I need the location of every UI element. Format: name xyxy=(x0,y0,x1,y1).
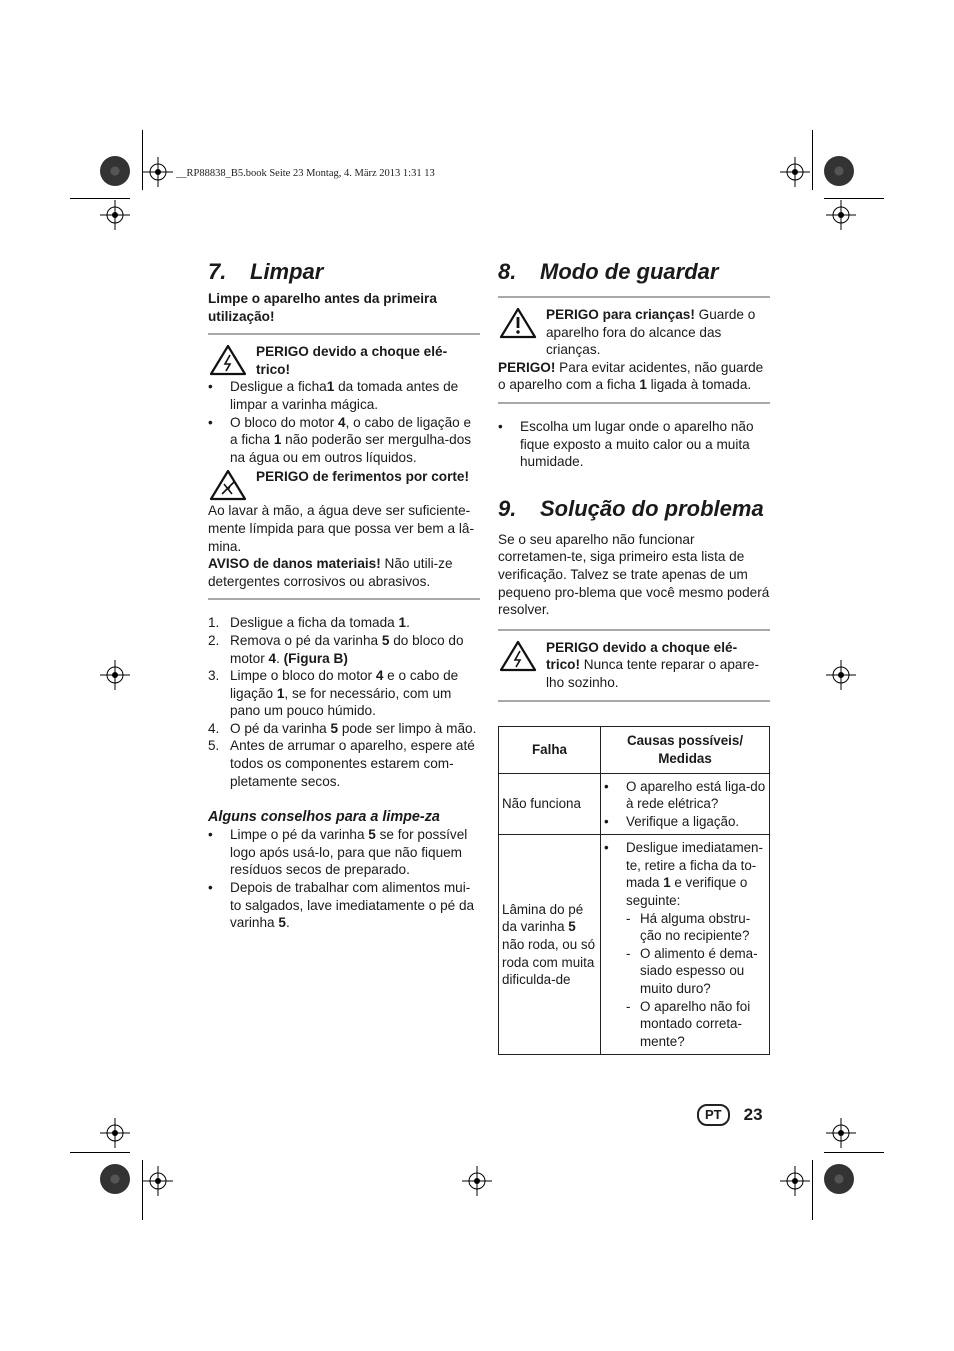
page-number: 23 xyxy=(743,1105,763,1124)
right-column xyxy=(498,258,770,1055)
tips-heading: Alguns conselhos para a limpe-za xyxy=(208,809,440,826)
color-rosette-icon xyxy=(100,1164,130,1194)
crop-mark xyxy=(70,198,130,199)
list-item: 4. O pé da varinha 5 pode ser limpo à mão. xyxy=(208,720,477,736)
list-item: • Limpe o pé da varinha 5 se for possível logo após usá-lo, para que não fiquem resíduos secos de preparado. xyxy=(208,826,480,879)
divider xyxy=(498,700,770,702)
material-damage-notice: AVISO de danos materiais! Não utili-ze detergentes corrosivos ou abrasivos. xyxy=(208,556,453,589)
section-7-intro: Limpe o aparelho antes da primeira utilização! xyxy=(208,291,437,324)
color-rosette-icon xyxy=(824,156,854,186)
list-item: - O alimento é dema-siado espesso ou muito duro? xyxy=(626,945,766,998)
list-item: - Há alguma obstru-ção no recipiente? xyxy=(626,910,766,945)
electric-shock-warning-icon xyxy=(208,343,248,377)
registration-mark-icon xyxy=(100,1118,130,1148)
troubleshooting-table xyxy=(498,726,770,1056)
danger-shock-warning: PERIGO devido a choque elé-trico! xyxy=(208,343,480,378)
danger-cut-warning: PERIGO de ferimentos por corte! xyxy=(208,468,480,502)
language-badge: PT xyxy=(697,1104,730,1126)
list-item: 1. Desligue a ficha da tomada 1. xyxy=(208,615,410,631)
storage-bullets xyxy=(498,418,770,471)
shock-bullets xyxy=(208,378,480,466)
list-item: • O bloco do motor 4, o cabo de ligação e a ficha 1 não poderão ser mergulha-dos na água ou em outros líquidos. xyxy=(208,414,480,467)
list-item: • O aparelho está liga-do à rede elétrica? xyxy=(604,778,766,813)
column-header-causes: Causas possíveis/ Medidas xyxy=(601,726,770,773)
divider xyxy=(498,296,770,298)
print-header: __RP88838_B5.book Seite 23 Montag, 4. März 2013 1:31 13 xyxy=(176,168,435,179)
registration-mark-icon xyxy=(143,1166,173,1196)
table-header-row xyxy=(499,726,770,773)
table-row xyxy=(499,773,770,835)
list-item: • Verifique a ligação. xyxy=(604,813,766,831)
list-item: • Escolha um lugar onde o aparelho não fique exposto a muito calor ou a muita humidade. xyxy=(498,418,770,471)
cut-hazard-warning-icon xyxy=(208,468,248,502)
list-item: - O aparelho não foi montado correta-mente? xyxy=(626,998,766,1051)
registration-mark-icon xyxy=(780,1166,810,1196)
registration-mark-icon xyxy=(143,157,173,187)
fault-cell: Lâmina do pé da varinha 5 não roda, ou só roda com muita dificulda-de xyxy=(499,835,601,1055)
list-item: • Depois de trabalhar com alimentos mui-to salgados, lave imediatamente o pé da varinha 5. xyxy=(208,879,480,932)
registration-mark-icon xyxy=(780,157,810,187)
list-item: 2. Remova o pé da varinha 5 do bloco do motor 4. (Figura B) xyxy=(208,632,464,666)
tips-list xyxy=(208,826,480,932)
color-rosette-icon xyxy=(100,156,130,186)
danger-plug-warning: PERIGO! Para evitar acidentes, não guarde o aparelho com a ficha 1 ligada à tomada. xyxy=(498,359,764,393)
list-item: 5. Antes de arrumar o aparelho, espere até todos os componentes estarem com-pletamente secos. xyxy=(208,738,475,789)
cleaning-steps xyxy=(208,614,480,790)
causes-cell xyxy=(601,773,770,835)
registration-mark-icon xyxy=(826,200,856,230)
danger-repair-warning: PERIGO devido a choque elé-trico! Nunca tente reparar o apare-lho sozinho. xyxy=(498,639,770,692)
registration-mark-icon xyxy=(100,660,130,690)
table-row xyxy=(499,835,770,1055)
list-item: 3. Limpe o bloco do motor 4 e o cabo de ligação 1, se for necessário, com um pano um pouco húmido. xyxy=(208,668,459,719)
crop-mark xyxy=(70,1152,130,1153)
fault-cell: Não funciona xyxy=(499,773,601,835)
cut-warning-text: Ao lavar à mão, a água deve ser suficiente-mente límpida para que possa ver bem a lâ-mina. xyxy=(208,503,474,554)
divider xyxy=(208,598,480,600)
section-9-heading: 9. Solução do problema xyxy=(498,495,764,521)
general-warning-icon xyxy=(498,306,538,340)
section-8-heading: 8. Modo de guardar xyxy=(498,259,719,284)
left-column xyxy=(208,258,480,932)
column-header-fault: Falha xyxy=(499,726,601,773)
divider xyxy=(498,629,770,631)
danger-children-warning: PERIGO para crianças! Guarde o aparelho fora do alcance das crianças. xyxy=(498,306,770,359)
crop-mark xyxy=(824,1152,884,1153)
section-7-heading: 7. Limpar xyxy=(208,259,324,284)
causes-cell xyxy=(601,835,770,1055)
page-footer xyxy=(697,1104,763,1126)
divider xyxy=(498,402,770,404)
section-9-intro: Se o seu aparelho não funcionar corretamen-te, siga primeiro esta lista de verificação. Talvez se trate apenas de um pequeno pro-blema que você mesmo poderá resolver. xyxy=(498,531,770,618)
registration-mark-icon xyxy=(462,1166,492,1196)
color-rosette-icon xyxy=(824,1164,854,1194)
list-item: • Desligue imediatamen-te, retire a ficha da to-mada 1 e verifique o seguinte: - Há alguma obstru-ção no recipiente? - O alimento é dema-siado espesso ou muito duro? - O aparelho não foi montado correta-mente? xyxy=(604,839,766,1050)
registration-mark-icon xyxy=(100,200,130,230)
crop-mark xyxy=(824,198,884,199)
electric-shock-warning-icon xyxy=(498,639,538,673)
registration-mark-icon xyxy=(826,1118,856,1148)
crop-mark xyxy=(812,1160,813,1220)
crop-mark xyxy=(812,130,813,190)
list-item: • Desligue a ficha1 da tomada antes de limpar a varinha mágica. xyxy=(208,378,480,413)
divider xyxy=(208,333,480,335)
registration-mark-icon xyxy=(826,660,856,690)
